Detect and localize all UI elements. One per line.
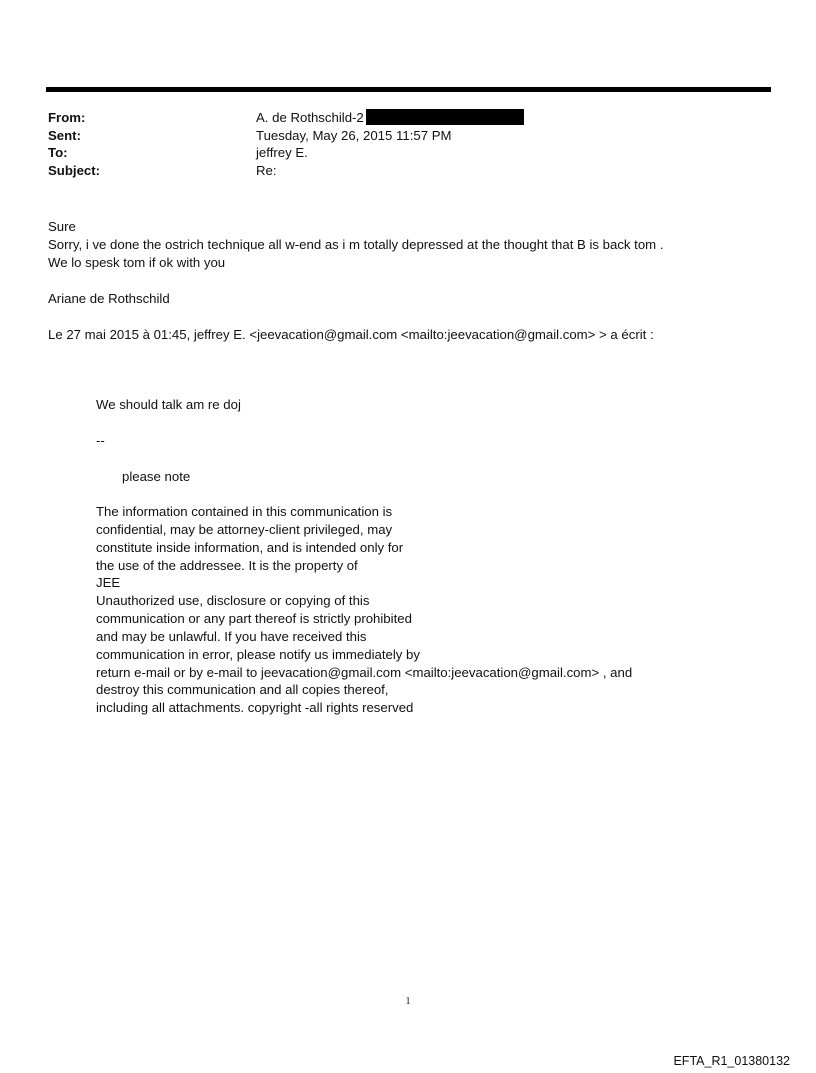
sent-row [48,127,524,145]
quoted-separator: -- [96,433,105,448]
message-line: We lo spesk tom if ok with you [48,255,226,270]
subject-value: Re: [256,162,277,178]
disclaimer-line: confidential, may be attorney-client privileged, may [96,521,393,537]
signature: Ariane de Rothschild [48,291,170,306]
disclaimer-line: The information contained in this communication is [96,504,393,519]
quoted-note: please note [122,469,191,484]
disclaimer-line: destroy this communication and all copies thereof, [96,682,389,698]
from-row [48,109,524,127]
to-label: To: [48,145,68,160]
disclaimer-line: communication or any part thereof is strictly prohibited [96,611,412,627]
bates-number: EFTA_R1_01380132 [673,1054,790,1068]
to-row [48,144,524,162]
quoted-line: We should talk am re doj [96,397,241,412]
disclaimer-line: the use of the addressee. It is the property of [96,557,358,573]
message-body [48,218,664,344]
disclaimer-line: including all attachments. copyright -all rights reserved [96,700,414,716]
disclaimer-line: constitute inside information, and is intended only for [96,539,404,555]
disclaimer-line: Unauthorized use, disclosure or copying of this [96,593,370,609]
message-line: Sorry, i ve done the ostrich technique all w-end as i m totally depressed at the thought that B is back tom . [48,237,664,252]
disclaimer-line: communication in error, please notify us immediately by [96,646,420,662]
quoted-message [96,396,241,486]
disclaimer-line: and may be unlawful. If you have received this [96,628,367,644]
from-label: From: [48,110,86,125]
subject-row [48,162,524,180]
reply-intro: Le 27 mai 2015 à 01:45, jeffrey E. <jeevacation@gmail.com <mailto:jeevacation@gmail.com> > a écrit : [48,327,654,342]
disclaimer-line: return e-mail or by e-mail to jeevacation@gmail.com <mailto:jeevacation@gmail.com> , and [96,664,633,680]
page-number: 1 [405,996,411,1007]
message-line: Sure [48,219,76,234]
email-header [48,109,524,179]
disclaimer-line: JEE [96,575,121,591]
from-value: A. de Rothschild-2 [256,110,364,125]
redaction-box [366,109,524,125]
subject-label: Subject: [48,162,101,178]
sent-value: Tuesday, May 26, 2015 11:57 PM [256,127,452,143]
sent-label: Sent: [48,127,81,143]
to-value: jeffrey E. [256,145,308,160]
header-rule [46,87,771,92]
disclaimer [96,503,632,717]
